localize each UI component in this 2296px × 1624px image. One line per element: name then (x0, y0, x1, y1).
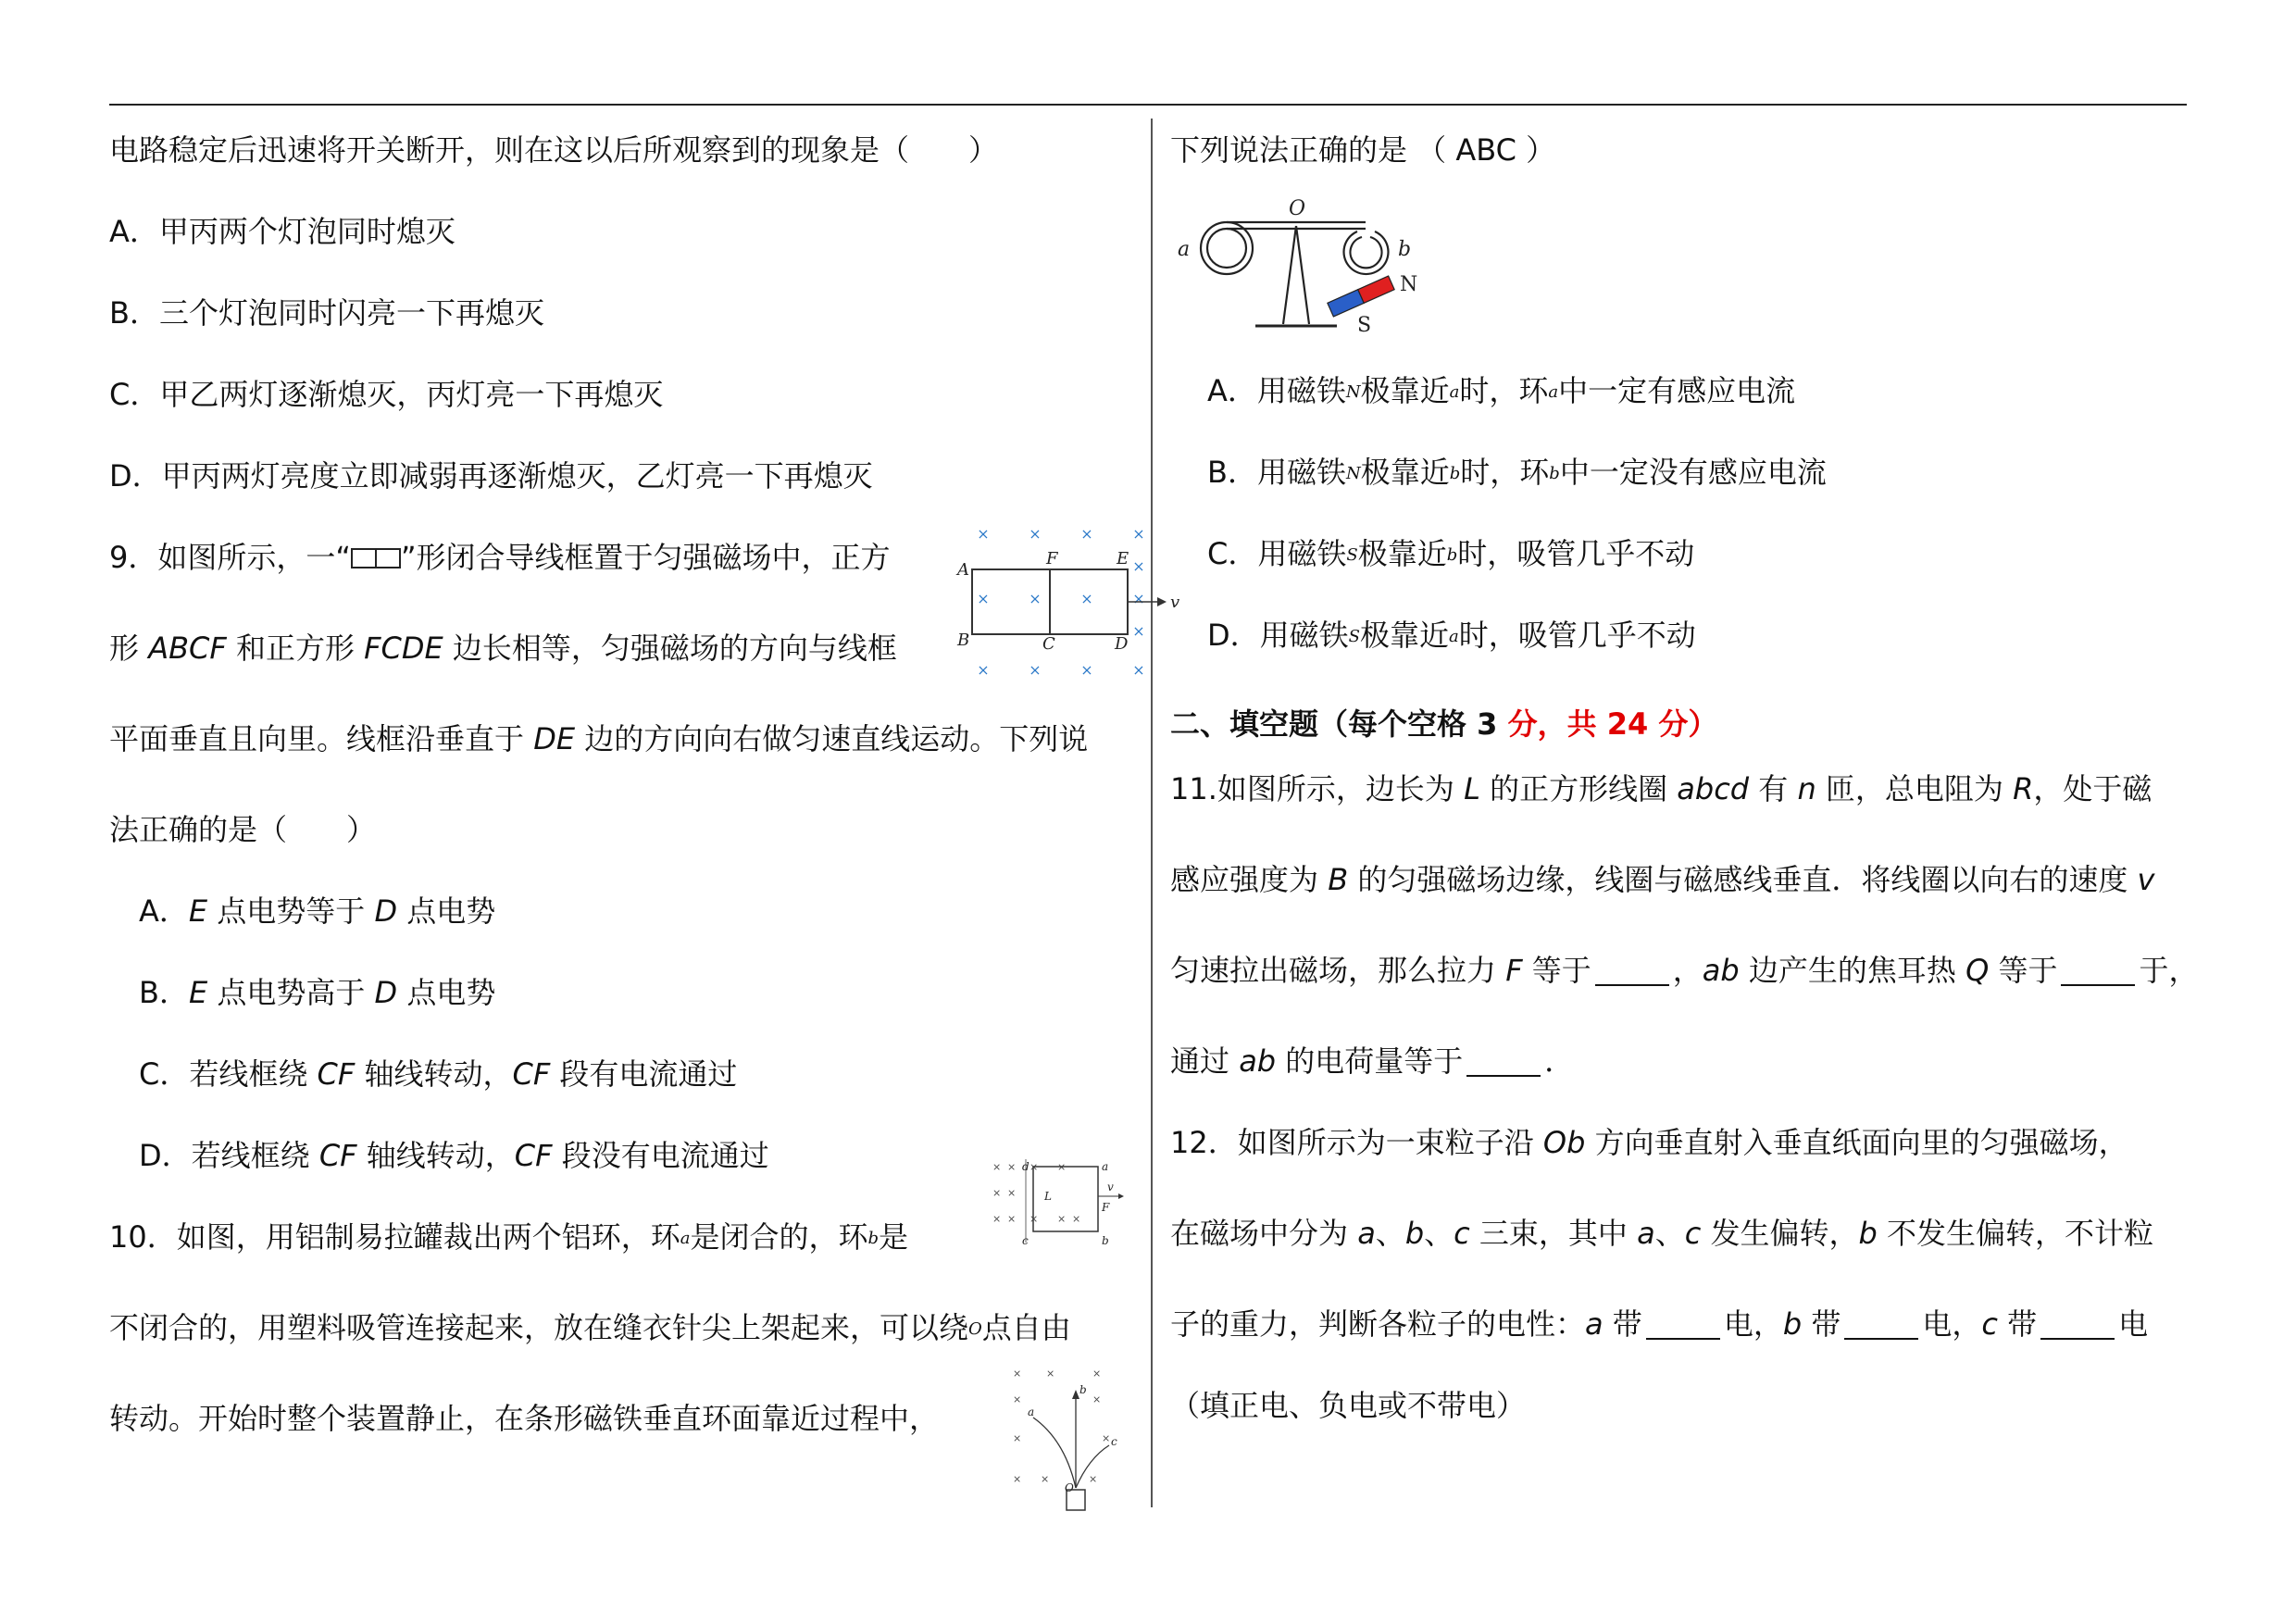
svg-text:×: × (1029, 1213, 1039, 1225)
two-box-shape-icon (351, 541, 401, 578)
answer-blank[interactable] (1646, 1310, 1720, 1340)
q9-option-a: A．E 点电势等于 D 点电势 (139, 893, 496, 929)
q12-line-4: （填正电、负电或不带电） (1170, 1388, 1527, 1423)
q9-line-4: 法正确的是（ ） (109, 812, 377, 847)
q9-line-1: 9．如图所示，一“ ”形闭合导线框置于匀强磁场中，正方 (109, 539, 891, 578)
svg-text:N: N (1400, 273, 1418, 296)
svg-text:×: × (1013, 1368, 1022, 1380)
answer-blank[interactable] (1466, 1047, 1541, 1077)
answer-blank[interactable] (1595, 956, 1669, 986)
q12-particle-figure (1009, 1366, 1129, 1523)
bar-magnet-icon (1328, 276, 1394, 317)
svg-text:a: a (1102, 1160, 1109, 1173)
q11-line-4: 通过 ab 的电荷量等于 ． (1170, 1043, 1575, 1079)
svg-text:O: O (1289, 197, 1306, 220)
svg-text:v: v (1107, 1181, 1114, 1193)
svg-text:×: × (1089, 1473, 1098, 1485)
svg-text:×: × (977, 661, 990, 679)
svg-text:c: c (1022, 1234, 1029, 1247)
q9-label-E: E (1117, 549, 1129, 568)
q9-label-D: D (1115, 634, 1129, 654)
q11-coil-figure (987, 1159, 1126, 1252)
q9-line-3: 平面垂直且向里。线框沿垂直于 DE 边的方向向右做匀速直线运动。下列说 (109, 721, 1089, 756)
header-rule (109, 104, 2187, 106)
svg-text:S: S (1357, 314, 1372, 337)
svg-text:×: × (1029, 1161, 1039, 1173)
q12-line-2: 在磁场中分为 a、b、c 三束，其中 a、c 发生偏转，b 不发生偏转，不计粒 (1170, 1216, 2153, 1251)
svg-text:×: × (992, 1161, 1002, 1173)
svg-text:×: × (1092, 1368, 1102, 1380)
svg-text:×: × (992, 1187, 1002, 1199)
answer-blank[interactable] (1844, 1310, 1918, 1340)
svg-text:×: × (1013, 1473, 1022, 1485)
q10-option-d: D．用磁铁S极靠近a时，吸管几乎不动 (1207, 618, 1696, 653)
q10-line-1: 10．如图，用铝制易拉罐裁出两个铝环，环a是闭合的，环b是 (109, 1219, 909, 1255)
svg-text:×: × (992, 1213, 1002, 1225)
svg-text:×: × (1132, 661, 1145, 679)
svg-text:×: × (1132, 622, 1145, 640)
svg-text:×: × (977, 590, 990, 607)
q10-rings-figure (1176, 194, 1426, 343)
answer-blank[interactable] (2061, 956, 2135, 986)
svg-text:b: b (1102, 1234, 1109, 1247)
svg-text:×: × (1057, 1161, 1067, 1173)
svg-text:×: × (1080, 661, 1093, 679)
q8-stem-end: 电路稳定后迅速将开关断开，则在这以后所观察到的现象是（ ） (109, 132, 999, 168)
svg-text:×: × (1080, 590, 1093, 607)
answer-blank[interactable] (2040, 1310, 2115, 1340)
svg-text:×: × (1029, 590, 1042, 607)
svg-text:×: × (1072, 1213, 1081, 1225)
q9-option-c: C．若线框绕 CF 轴线转动，CF 段有电流通过 (139, 1056, 738, 1092)
section-2-title: 二、填空题（每个空格 3 分，共 24 分） (1170, 706, 1718, 742)
svg-text:a: a (1178, 238, 1191, 261)
svg-text:c: c (1111, 1435, 1117, 1448)
q8-option-b: B．三个灯泡同时闪亮一下再熄灭 (109, 295, 544, 331)
svg-text:O: O (1065, 1481, 1074, 1494)
q8-option-c: C．甲乙两灯逐渐熄灭，丙灯亮一下再熄灭 (109, 377, 664, 412)
q9-label-A: A (957, 560, 969, 580)
svg-text:L: L (1044, 1190, 1052, 1203)
svg-text:a: a (1028, 1405, 1035, 1418)
q11-line-2: 感应强度为 B 的匀强磁场边缘，线圈与磁感线垂直．将线圈以向右的速度 v (1170, 862, 2155, 897)
q11-line-3: 匀速拉出磁场，那么拉力 F 等于 ，ab 边产生的焦耳热 Q 等于 于， (1170, 953, 2199, 988)
svg-text:×: × (1092, 1393, 1102, 1405)
svg-text:F: F (1102, 1201, 1110, 1214)
svg-text:×: × (1132, 525, 1145, 543)
q9-label-C: C (1042, 634, 1055, 654)
q9-frame-figure (954, 523, 1194, 681)
q9-option-b: B．E 点电势高于 D 点电势 (139, 975, 496, 1010)
q10-line-4: 下列说法正确的是 （ ABC ） (1170, 132, 1556, 168)
svg-text:×: × (977, 525, 990, 543)
q9-label-v: v (1170, 593, 1180, 612)
svg-text:×: × (1007, 1187, 1017, 1199)
svg-text:×: × (1013, 1393, 1022, 1405)
q9-line-2: 形 ABCF 和正方形 FCDE 边长相等，匀强磁场的方向与线框 (109, 631, 897, 666)
q9-label-F: F (1046, 549, 1058, 568)
svg-text:×: × (1007, 1213, 1017, 1225)
svg-text:×: × (1029, 661, 1042, 679)
q12-line-1: 12．如图所示为一束粒子沿 Ob 方向垂直射入垂直纸面向里的匀强磁场， (1170, 1125, 2128, 1160)
svg-text:×: × (1132, 557, 1145, 575)
q12-line-3: 子的重力，判断各粒子的电性：a 带 电，b 带 电，c 带 电 (1170, 1306, 2149, 1342)
svg-text:×: × (1029, 525, 1042, 543)
svg-text:×: × (1132, 590, 1145, 607)
q8-option-a: A．甲丙两个灯泡同时熄灭 (109, 214, 455, 249)
q10-option-c: C．用磁铁S极靠近b时，吸管几乎不动 (1207, 536, 1695, 571)
q9-label-B: B (957, 631, 970, 650)
q8-option-d: D．甲丙两灯亮度立即减弱再逐渐熄灭，乙灯亮一下再熄灭 (109, 458, 873, 493)
svg-text:d: d (1022, 1160, 1029, 1173)
svg-text:×: × (1046, 1368, 1055, 1380)
q11-line-1: 11.如图所示，边长为 L 的正方形线圈 abcd 有 n 匝，总电阻为 R，处于磁 (1170, 771, 2152, 806)
svg-text:×: × (1057, 1213, 1067, 1225)
svg-text:b: b (1079, 1383, 1087, 1396)
q9-option-d: D．若线框绕 CF 轴线转动，CF 段没有电流通过 (139, 1138, 769, 1173)
svg-text:×: × (1007, 1161, 1017, 1173)
q10-option-a: A．用磁铁N极靠近a时，环a中一定有感应电流 (1207, 373, 1796, 408)
svg-text:×: × (1080, 525, 1093, 543)
q10-line-3: 转动。开始时整个装置静止，在条形磁铁垂直环面靠近过程中， (109, 1401, 940, 1436)
q10-option-b: B．用磁铁N极靠近b时，环b中一定没有感应电流 (1207, 455, 1827, 490)
q10-line-2: 不闭合的，用塑料吸管连接起来，放在缝衣针尖上架起来，可以绕O点自由 (109, 1310, 1071, 1345)
column-divider (1151, 119, 1153, 1507)
svg-text:×: × (1041, 1473, 1050, 1485)
svg-text:×: × (1102, 1432, 1111, 1444)
svg-text:×: × (1013, 1432, 1022, 1444)
svg-text:b: b (1398, 238, 1412, 261)
